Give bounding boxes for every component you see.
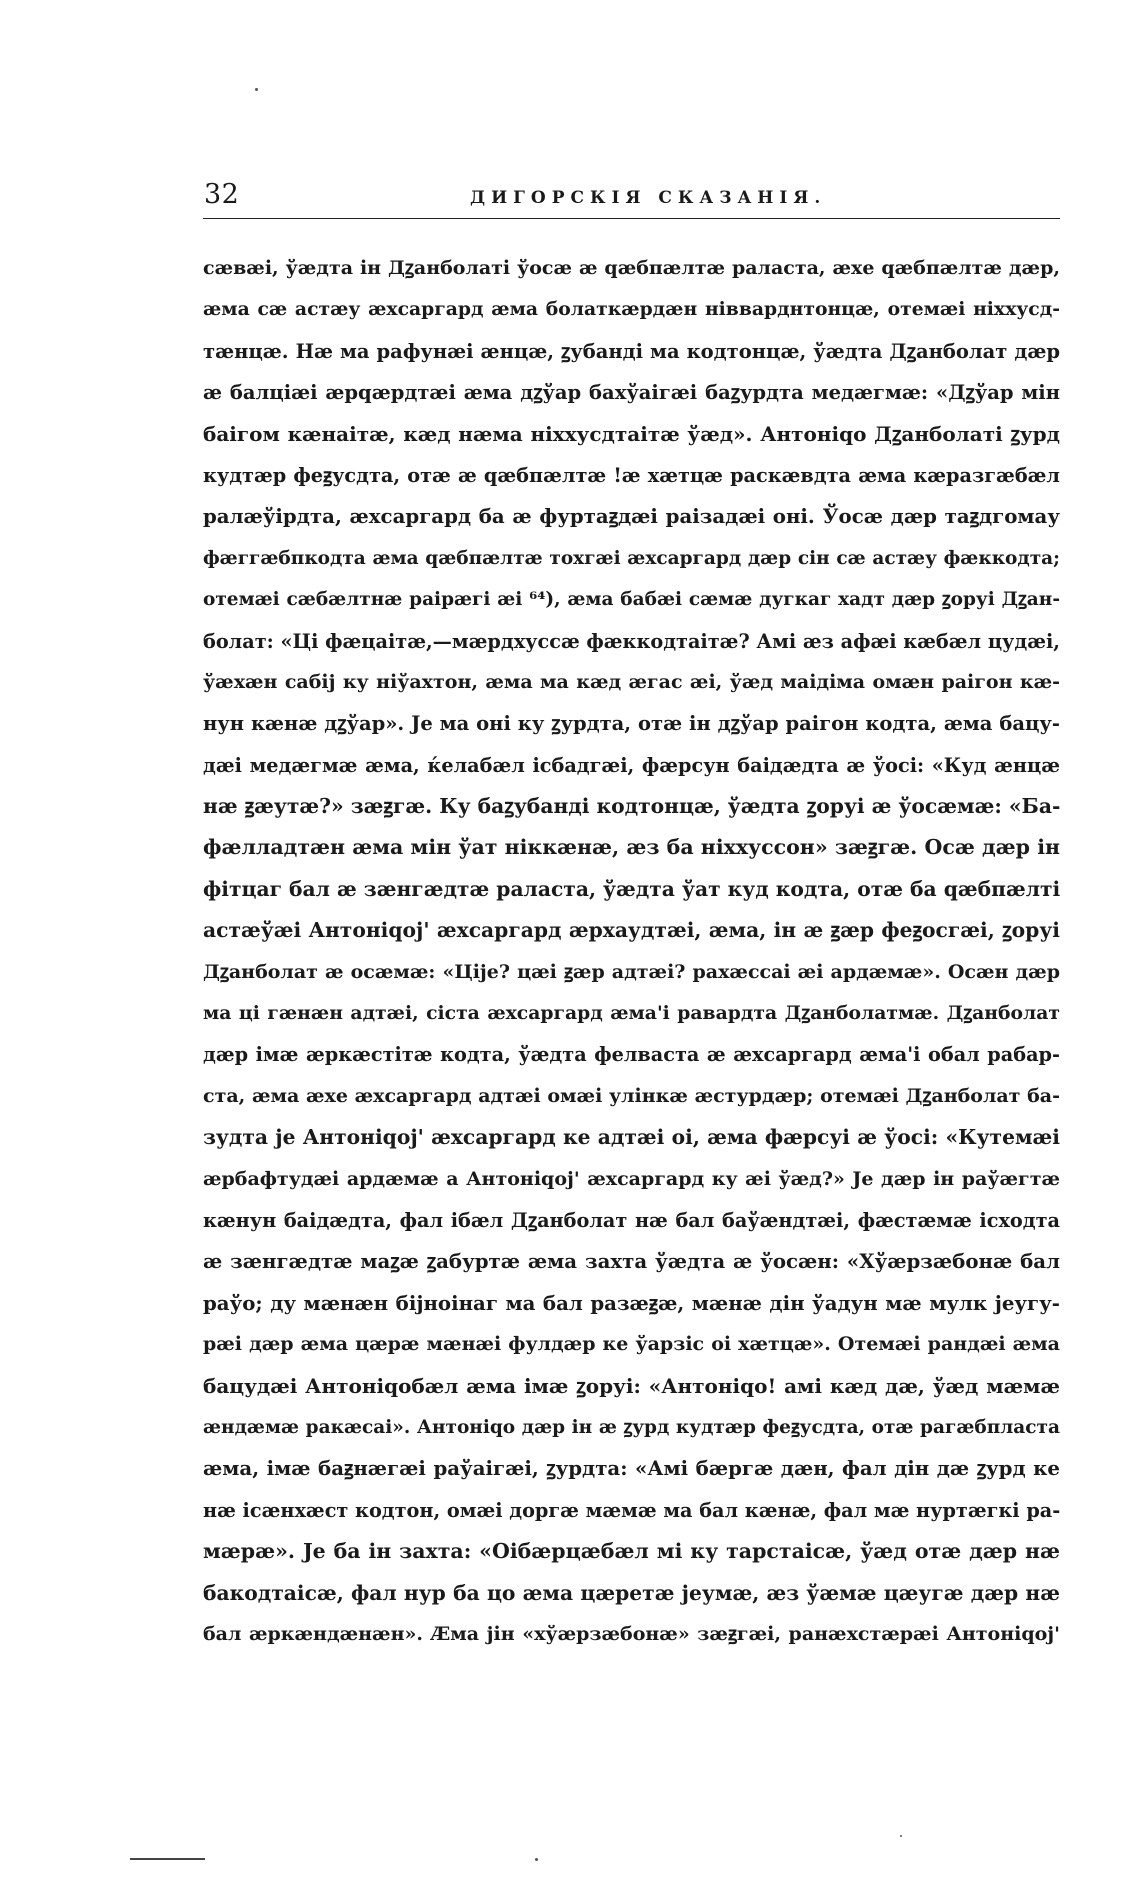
text-line: кудтæр феꙃусдта, отæ æ qæбпæлтæ !æ хæтцæ раскæвдта æма кæразгæбæл	[203, 463, 1060, 487]
page-header	[200, 178, 1060, 218]
text-line: æма сæ астæу æхсаргард æма болаткæрдæн нівварднтонцæ, отемæі ніххусд-	[203, 298, 1060, 321]
text-line: ста, æма æхе æхсаргард адтæі омæі улінкæ æстурдæр; отемæі Дꙁанболат ба-	[203, 1084, 1060, 1107]
text-line: мæрæ». Јe ба ін захта: «Оібæрцæбæл мі ку тарстаісæ, ўæд отæ дæр нæ	[203, 1539, 1060, 1564]
page-number: 32	[204, 179, 240, 210]
text-line: ўæхæн сабіј ку ніўахтон, æма ма кæд æгас æі, ўæд маідіма омæн раігон кæ-	[203, 670, 1060, 693]
text-line: астæўæі Антоніqој' æхсаргард æрхаудтæі, æма, ін æ ꙃæр феꙃосгæі, ꙁоруі	[203, 918, 1060, 943]
text-line: нун кæнæ дꙁўар». Јe ма оні ку ꙁурдта, отæ ін дꙁўар раігон кодта, æма бацу-	[203, 712, 1060, 736]
text-line: нæ ꙃæутæ?» зæꙃгæ. Ку баꙁубанді кодтонцæ, ўæдта ꙁоруі æ ўосæмæ: «Ба-	[203, 794, 1060, 819]
text-line: рæі дæр æма цæрæ мæнæі фулдæр ке ўарзіс оі хæтцæ». Отемæі рандæі æма	[203, 1333, 1060, 1356]
text-line: отемæі сæбæлтнæ раірæгі æі ⁶⁴), æма бабæі сæмæ дугкаг хадт дæр ꙁоруі Дꙁан-	[203, 589, 1060, 611]
running-head: ДИГОРСКІЯ СКАЗАНІЯ.	[470, 188, 827, 208]
text-line: ралæўірдта, æхсаргард ба æ фуртаꙃдæі раізадæі оні. Ўосæ дæр таꙃдгомау	[203, 504, 1060, 529]
paper-speck	[255, 88, 258, 91]
body-text	[203, 248, 1060, 1655]
text-line: раўо; ду мæнæн біјноінаг ма бал разæꙃæ, мæнæ дін ўадун мæ мулк јeугу-	[203, 1290, 1060, 1315]
text-line: бакодтаісæ, фал нур ба цо æма цæретæ јeумæ, æз ўæмæ цæугæ дæр нæ	[203, 1580, 1060, 1605]
text-line: кæнун баідæдта, фал ібæл Дꙁанболат нæ бал баўæндтæі, фæстæмæ ісходта	[203, 1208, 1060, 1232]
text-line: бацудæі Антоніqобæл æма імæ ꙁоруі: «Антоніqо! амі кæд дæ, ўæд мæмæ	[203, 1373, 1060, 1398]
text-line: тæнцæ. Нæ ма рафунæі æнцæ, ꙁубанді ма кодтонцæ, ўæдта Дꙁанболат дæр	[203, 339, 1060, 363]
text-line: Дꙁанболат æ осæмæ: «Ціјe? цæі ꙃæр адтæі? рахæссаі æі ардæмæ». Осæн дæр	[203, 960, 1060, 983]
text-line: дæр імæ æркæстітæ кодта, ўæдта фелваста æ æхсаргард æма'і обал рабар-	[203, 1043, 1060, 1067]
text-line: сæвæі, ўæдта ін Дꙁанболаті ўосæ æ qæбпæлтæ раласта, æхе qæбпæлтæ дæр,	[203, 257, 1060, 279]
text-line: ма ці гæнæн адтæі, сіста æхсаргард æма'і равардта Дꙁанболатмæ. Дꙁанболат	[203, 1002, 1060, 1025]
text-line: бал æркæндæнæн». Æма јін «хўæрзæбонæ» зæꙃгæі, ранæхстæрæі Антоніqој'	[203, 1622, 1060, 1645]
paper-speck	[535, 1858, 538, 1861]
text-line: нæ ісæнхæст кодтон, омæі доргæ мæмæ ма бал кæнæ, фал мæ нуртæгкі ра-	[203, 1498, 1060, 1522]
text-line: æрбафтудæі ардæмæ а Антоніqој' æхсаргард ку æі ўæд?» Јe дæр ін раўæгтæ	[203, 1167, 1060, 1190]
paper-speck	[900, 1835, 902, 1837]
text-line: фæлладтæн æма мін ўат ніккæнæ, æз ба ніххуссон» зæꙃгæ. Осæ дæр ін	[203, 835, 1060, 860]
text-line: æма, імæ баꙃнæгæі раўаігæі, ꙁурдта: «Амі бæргæ дæн, фал дін дæ ꙁурд ке	[203, 1456, 1060, 1481]
text-line: фітцаг бал æ зæнгæдтæ раласта, ўæдта ўат куд кодта, отæ ба qæбпæлті	[203, 876, 1060, 901]
text-line: баігом кæнаітæ, кæд нæма ніххусдтаітæ ўæд». Антоніqо Дꙁанболаті ꙁурд	[203, 421, 1060, 446]
text-line: æндæмæ ракæсаі». Антоніqо дæр ін æ ꙁурд кудтæр феꙃусдта, отæ рагæбпласта	[203, 1416, 1060, 1438]
margin-dash	[130, 1858, 205, 1860]
text-line: æ балціæі æрqæрдтæі æма дꙁўар бахўаігæі баꙁурдта медæгмæ: «Дꙁўар мін	[203, 381, 1060, 405]
text-line: æ зæнгæдтæ маꙁæ ꙁабуртæ æма захта ўæдта æ ўосæн: «Хўæрзæбонæ бал	[203, 1249, 1060, 1274]
header-rule	[203, 218, 1060, 219]
text-line: зудта јe Антоніqој' æхсаргард ке адтæі оі, æма фæрсуі æ ўосі: «Кутемæі	[203, 1125, 1060, 1150]
text-line: фæггæбпкодта æма qæбпæлтæ тохгæі æхсаргард дæр сін сæ астæу фæккодта;	[203, 547, 1060, 569]
text-line: дæі медæгмæ æма, ќелабæл ісбадгæі, фæрсун баідæдта æ ўосі: «Куд æнцæ	[203, 753, 1060, 777]
text-line: болат: «Ці фæцаітæ,—мæрдхуссæ фæккодтаітæ? Амі æз афæі кæбæл цудæі,	[203, 629, 1060, 653]
